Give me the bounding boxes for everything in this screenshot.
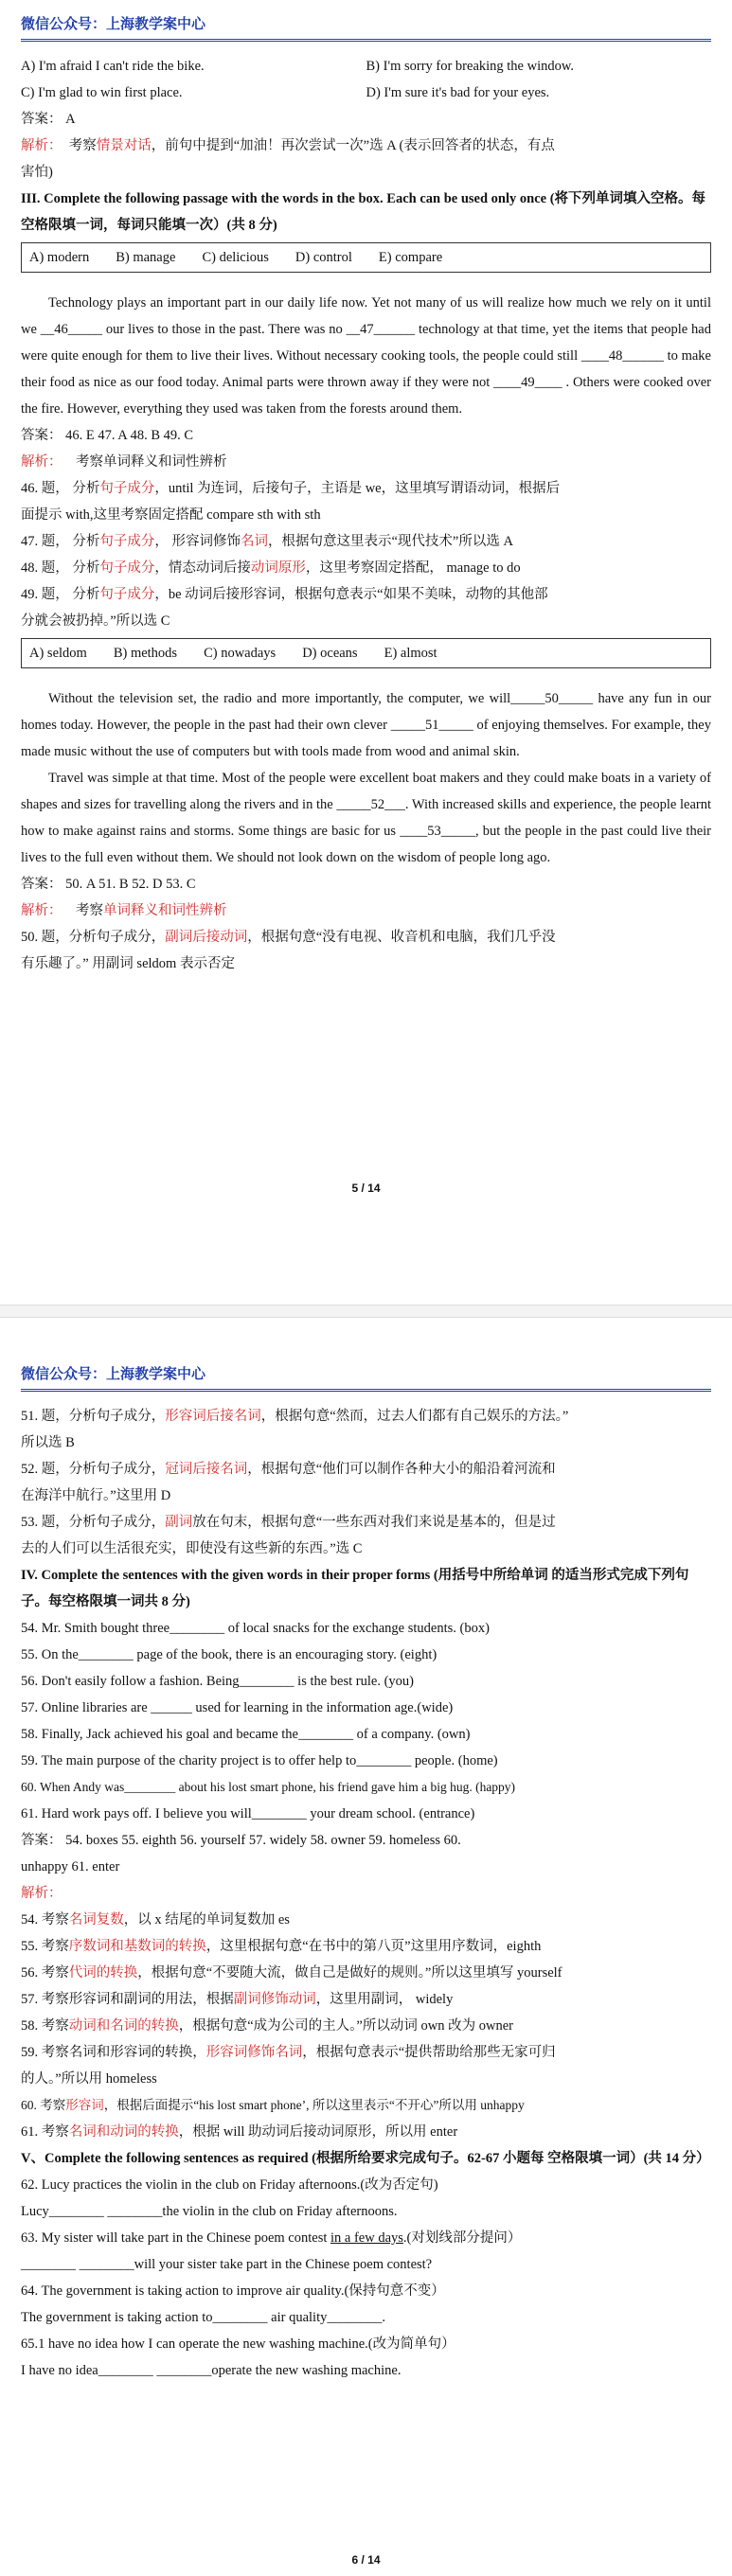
word-box-2 bbox=[21, 638, 711, 668]
sentence-item: ________ ________will your sister take part in the Chinese poem contest? bbox=[21, 2257, 433, 2272]
option-b: B) I'm sorry for breaking the window. bbox=[366, 59, 575, 74]
section-5-title: V、Complete the following sentences as required (根据所给要求完成句子。62-67 小题每 空格限填一词）(共 14 分） bbox=[21, 2151, 710, 2166]
passage-1: Technology plays an important part in our daily life now. Yet not many of us will realize how much we rely on it until we __46_____ our lives to those in the past. There was no __47______ technology at that time, yet the items that people had were quite enough for them to live their lives. Without necessary cooking tools, the people could still ____48______ to make their food as nice as our food today. Animal parts were thrown away if they were not ____49____ . Others were cooked over the fire. However, everything they used was taken from the forests around them. bbox=[21, 295, 711, 417]
page-number: 6 / 14 bbox=[351, 2553, 381, 2567]
answer-line: 答案： 46. E 47. A 48. B 49. C bbox=[21, 428, 194, 443]
explanation-label: 解析： bbox=[21, 1886, 62, 1901]
explanation-line: 56. 考察代词的转换，根据句意“不要随大流，做自己是做好的规则。”所以这里填写 yourself bbox=[21, 1965, 562, 1981]
word-box-item: D) oceans bbox=[302, 646, 358, 661]
sentence-item: 57. Online libraries are ______ used for learning in the information age.(wide) bbox=[21, 1700, 454, 1715]
sentence-item: I have no idea________ ________operate the new washing machine. bbox=[21, 2363, 402, 2378]
sentence-item: 61. Hard work pays off. I believe you will________ your dream school. (entrance) bbox=[21, 1806, 475, 1821]
word-box-item: E) almost bbox=[384, 646, 437, 661]
page-divider bbox=[0, 1305, 732, 1318]
explanation-line: 49. 题， 分析句子成分，be 动词后接形容词，根据句意表示“如果不美味，动物的其他部 bbox=[21, 587, 548, 602]
sentence-item: 55. On the________ page of the book, there is an encouraging story. (eight) bbox=[21, 1647, 437, 1662]
explanation-line: 面提示 with,这里考察固定搭配 compare sth with sth bbox=[21, 507, 321, 523]
word-box-1 bbox=[21, 242, 711, 273]
explanation-line: 害怕) bbox=[21, 165, 53, 180]
sentence-item: The government is taking action to________ air quality________. bbox=[21, 2310, 385, 2325]
word-box-item: D) control bbox=[295, 250, 352, 265]
section-3-title: III. Complete the following passage with the words in the box. Each can be used only once (将下列单词填入空格。每空格限填一词，每词只能填一次）(共 8 分) bbox=[21, 191, 706, 233]
answer-line: 答案： 54. boxes 55. eighth 56. yourself 57. widely 58. owner 59. homeless 60. bbox=[21, 1833, 461, 1848]
option-a: A) I'm afraid I can't ride the bike. bbox=[21, 59, 205, 74]
explanation-line: 解析： 考察单词释义和词性辨析 bbox=[21, 454, 227, 470]
explanation-line: 51. 题，分析句子成分，形容词后接名词，根据句意“然而，过去人们都有自己娱乐的方法。” bbox=[21, 1409, 569, 1424]
explanation-line: 分就会被扔掉。”所以选 C bbox=[21, 613, 170, 629]
page-header: 微信公众号：上海教学案中心 bbox=[21, 1318, 711, 1392]
explanation-line: 57. 考察形容词和副词的用法，根据副词修饰动词，这里用副词， widely bbox=[21, 1992, 454, 2007]
sentence-item: 65.1 have no idea how I can operate the new washing machine.(改为简单句） bbox=[21, 2336, 455, 2352]
option-d: D) I'm sure it's bad for your eyes. bbox=[366, 85, 550, 100]
page-header: 微信公众号：上海教学案中心 bbox=[21, 0, 711, 42]
explanation-line: 60. 考察形容词，根据后面提示“his lost smart phone’, 所以这里表示“不开心”所以用 unhappy bbox=[21, 2098, 525, 2112]
explanation-line: 58. 考察动词和名词的转换，根据句意“成为公司的主人。”所以动词 own 改为 owner bbox=[21, 2018, 513, 2034]
passage-2-para-2: Travel was simple at that time. Most of the people were excellent boat makers and they could make boats in a variety of shapes and sizes for travelling along the rivers and in the _____52___. With increased skills and experience, the people learnt how to make against rains and storms. Some things are basic for us ____53_____, but the people in the past could live their lives to the full even without them. We should not look down on the wisdom of people long ago. bbox=[21, 771, 711, 865]
word-box-item: B) methods bbox=[113, 646, 178, 661]
sentence-item: 62. Lucy practices the violin in the club on Friday afternoons.(改为否定句) bbox=[21, 2177, 438, 2193]
sentence-item: 64. The government is taking action to improve air quality.(保持句意不变） bbox=[21, 2283, 445, 2299]
answer-line: 答案： 50. A 51. B 52. D 53. C bbox=[21, 877, 196, 892]
sentence-item: 58. Finally, Jack achieved his goal and became the________ of a company. (own) bbox=[21, 1727, 471, 1742]
options-row-2 bbox=[21, 80, 711, 106]
option-c: C) I'm glad to win first place. bbox=[21, 85, 183, 100]
explanation-line: 去的人们可以生活很充实，即使没有这些新的东西。”选 C bbox=[21, 1541, 363, 1556]
word-box-item: A) seldom bbox=[29, 646, 87, 661]
sentence-item: 59. The main purpose of the charity project is to offer help to________ people. (home) bbox=[21, 1753, 498, 1768]
explanation-line: 55. 考察序数词和基数词的转换，这里根据句意“在书中的第八页”这里用序数词，eighth bbox=[21, 1939, 542, 1954]
explanation-line: 有乐趣了。” 用副词 seldom 表示否定 bbox=[21, 956, 235, 971]
sentence-item: Lucy________ ________the violin in the club on Friday afternoons. bbox=[21, 2204, 398, 2219]
answer-line: unhappy 61. enter bbox=[21, 1859, 120, 1874]
sentence-item: 63. My sister will take part in the Chinese poem contest in a few days.(对划线部分提问） bbox=[21, 2230, 522, 2246]
word-box-item: A) modern bbox=[29, 250, 90, 265]
answer-line: 答案： A bbox=[21, 112, 76, 127]
sentence-item: 54. Mr. Smith bought three________ of local snacks for the exchange students. (box) bbox=[21, 1621, 490, 1636]
options-row-1 bbox=[21, 53, 711, 80]
word-box-item: E) compare bbox=[378, 250, 443, 265]
passage-2-para-1: Without the television set, the radio and more importantly, the computer, we will_____50_____ have any fun in our homes today. However, the people in the past had their own clever _____51_____ of enjoying themselves. For example, they made music without the use of computers but with tools made from wood and animal skin. bbox=[21, 691, 711, 759]
explanation-line: 54. 考察名词复数，以 x 结尾的单词复数加 es bbox=[21, 1912, 290, 1928]
explanation-line: 53. 题，分析句子成分，副词放在句末，根据句意“一些东西对我们来说是基本的，但是过 bbox=[21, 1515, 556, 1530]
explanation-line: 47. 题， 分析句子成分， 形容词修饰名词，根据句意这里表示“现代技术”所以选 A bbox=[21, 534, 513, 549]
page-number: 5 / 14 bbox=[351, 1181, 381, 1195]
page-6 bbox=[0, 1318, 732, 2576]
explanation-line: 59. 考察名词和形容词的转换，形容词修饰名词，根据句意表示“提供帮助给那些无家可归 bbox=[21, 2045, 556, 2060]
explanation-line: 解析： 考察情景对话，前句中提到“加油！再次尝试一次”选 A (表示回答者的状态，有点 bbox=[21, 138, 555, 153]
sentence-item: 60. When Andy was________ about his lost smart phone, his friend gave him a big hug. (happy) bbox=[21, 1780, 516, 1794]
explanation-line: 52. 题，分析句子成分，冠词后接名词，根据句意“他们可以制作各种大小的船沿着河流和 bbox=[21, 1462, 556, 1477]
word-box-item: C) nowadays bbox=[204, 646, 277, 661]
explanation-line: 61. 考察名词和动词的转换，根据 will 助动词后接动词原形，所以用 enter bbox=[21, 2124, 458, 2140]
explanation-line: 的人。”所以用 homeless bbox=[21, 2071, 157, 2087]
sentence-item: 56. Don't easily follow a fashion. Being________ is the best rule. (you) bbox=[21, 1674, 414, 1689]
explanation-line: 46. 题， 分析句子成分，until 为连词，后接句子，主语是 we，这里填写谓语动词，根据后 bbox=[21, 481, 561, 496]
explanation-line: 在海洋中航行。”这里用 D bbox=[21, 1488, 171, 1503]
explanation-line: 48. 题， 分析句子成分，情态动词后接动词原形，这里考察固定搭配， manage to do bbox=[21, 560, 521, 576]
explanation-line: 解析： 考察单词释义和词性辨析 bbox=[21, 903, 227, 918]
word-box-item: B) manage bbox=[116, 250, 176, 265]
explanation-line: 所以选 B bbox=[21, 1435, 75, 1450]
word-box-item: C) delicious bbox=[202, 250, 269, 265]
explanation-line: 50. 题，分析句子成分，副词后接动词，根据句意“没有电视、收音机和电脑，我们几乎没 bbox=[21, 930, 556, 945]
underlined-phrase: in a few days bbox=[330, 2230, 403, 2246]
section-4-title: IV. Complete the sentences with the given words in their proper forms (用括号中所给单词 的适当形式完成下列句子。每空格限填一词共 8 分) bbox=[21, 1568, 689, 1609]
